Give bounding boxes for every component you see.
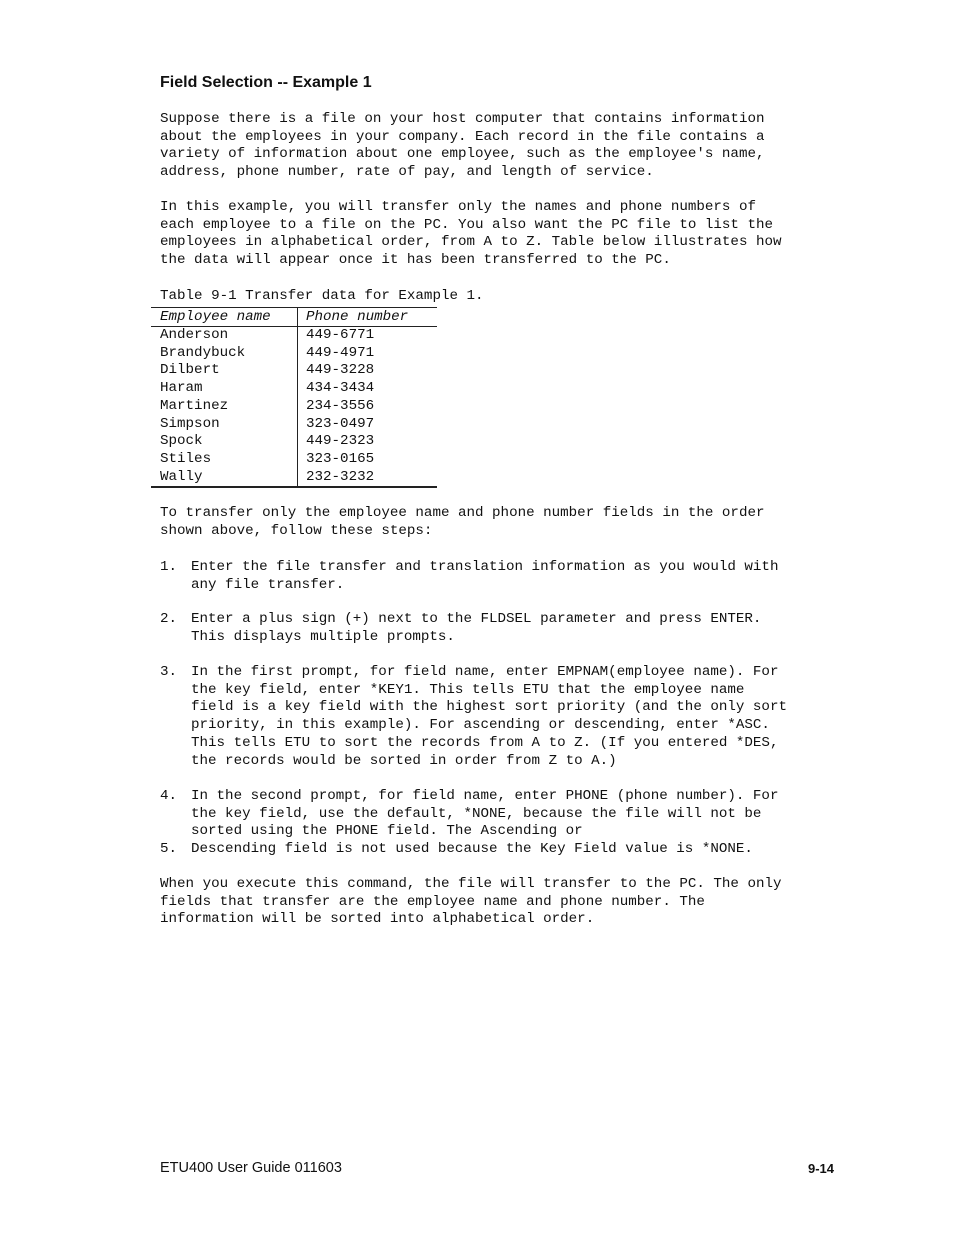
intro-paragraph: Suppose there is a file on your host computer that contains information about the employees in your company. Each record in the file contains a variety of information about one employee, such as the employee's name, address, phone number, rate of pay, and length of service. — [160, 111, 765, 181]
table-cell-name: Stiles — [160, 450, 212, 467]
step-text: Enter a plus sign (+) next to the FLDSEL parameter and press ENTER. This displays multiple prompts. — [191, 611, 762, 645]
step-text: In the first prompt, for field name, enter EMPNAM(employee name). For the key field, enter *KEY1. This tells ETU that the employee name field is a key field with the highest sort priority (and the only sort priority, in this example). For ascending or descending, enter *ASC. This tells ETU to sort the records from A to Z. (If you entered *DES, the records would be sorted in order from Z to A.) — [191, 664, 787, 769]
step-number: 3. — [160, 664, 178, 680]
step-number: 2. — [160, 611, 178, 627]
table-cell-name: Simpson — [160, 415, 220, 432]
table-cell-name: Anderson — [160, 327, 229, 343]
step-text: In the second prompt, for field name, enter PHONE (phone number). For the key field, use the default, *NONE, because the file will not be sorted using the PHONE field. The Ascending or — [191, 788, 779, 840]
table-cell-phone: 232-3232 — [306, 468, 375, 485]
table-body — [151, 327, 437, 486]
table-cell-phone: 323-0497 — [306, 415, 375, 432]
footer-page-number: 9-14 — [807, 1161, 834, 1176]
table-cell-name: Martinez — [160, 397, 229, 414]
list-item — [160, 841, 753, 859]
step-number: 5. — [160, 841, 178, 857]
column-header-phone-number: Phone number — [306, 309, 409, 325]
table-cell-name: Dilbert — [160, 362, 220, 379]
table-caption: Table 9-1 Transfer data for Example 1. — [160, 288, 484, 304]
table-cell-phone: 323-0165 — [306, 450, 375, 467]
transfer-data-table — [151, 307, 437, 488]
example-paragraph: In this example, you will transfer only the names and phone numbers of each employee to a file on the PC. You also want the PC file to list the employees in alphabetical order, from A to Z. Table below illustrates how the data will appear once it has been transferred to the PC. — [160, 199, 782, 269]
table-cell-phone: 449-6771 — [306, 327, 375, 343]
table-cell-phone: 449-3228 — [306, 362, 375, 379]
list-item — [160, 611, 761, 646]
table-cell-phone: 449-2323 — [306, 433, 375, 450]
step-text: Enter the file transfer and translation information as you would with any file transfer. — [191, 559, 779, 593]
table-cell-phone: 234-3556 — [306, 397, 375, 414]
list-item — [160, 788, 778, 841]
table-cell-name: Brandybuck — [160, 344, 246, 361]
table-cell-phone: 449-4971 — [306, 344, 375, 361]
section-heading: Field Selection -- Example 1 — [160, 74, 372, 91]
list-item — [160, 664, 787, 770]
table-cell-phone: 434-3434 — [306, 380, 375, 397]
table-cell-name: Haram — [160, 380, 203, 397]
employee-name-column — [151, 327, 298, 486]
list-item — [160, 559, 778, 594]
table-cell-name: Wally — [160, 468, 203, 485]
footer-document-title: ETU400 User Guide 011603 — [160, 1160, 342, 1176]
table-cell-name: Spock — [160, 433, 203, 450]
phone-number-column — [298, 327, 437, 486]
step-number: 4. — [160, 788, 178, 804]
column-header-employee-name: Employee name — [160, 309, 271, 325]
table-header-row — [151, 308, 437, 327]
step-text: Descending field is not used because the Key Field value is *NONE. — [191, 841, 753, 857]
closing-paragraph: When you execute this command, the file will transfer to the PC. The only fields that transfer are the employee name and phone number. The information will be sorted into alphabetical order. — [160, 876, 782, 928]
instruction-paragraph: To transfer only the employee name and phone number fields in the order shown above, follow these steps: — [160, 505, 765, 539]
step-number: 1. — [160, 559, 178, 575]
